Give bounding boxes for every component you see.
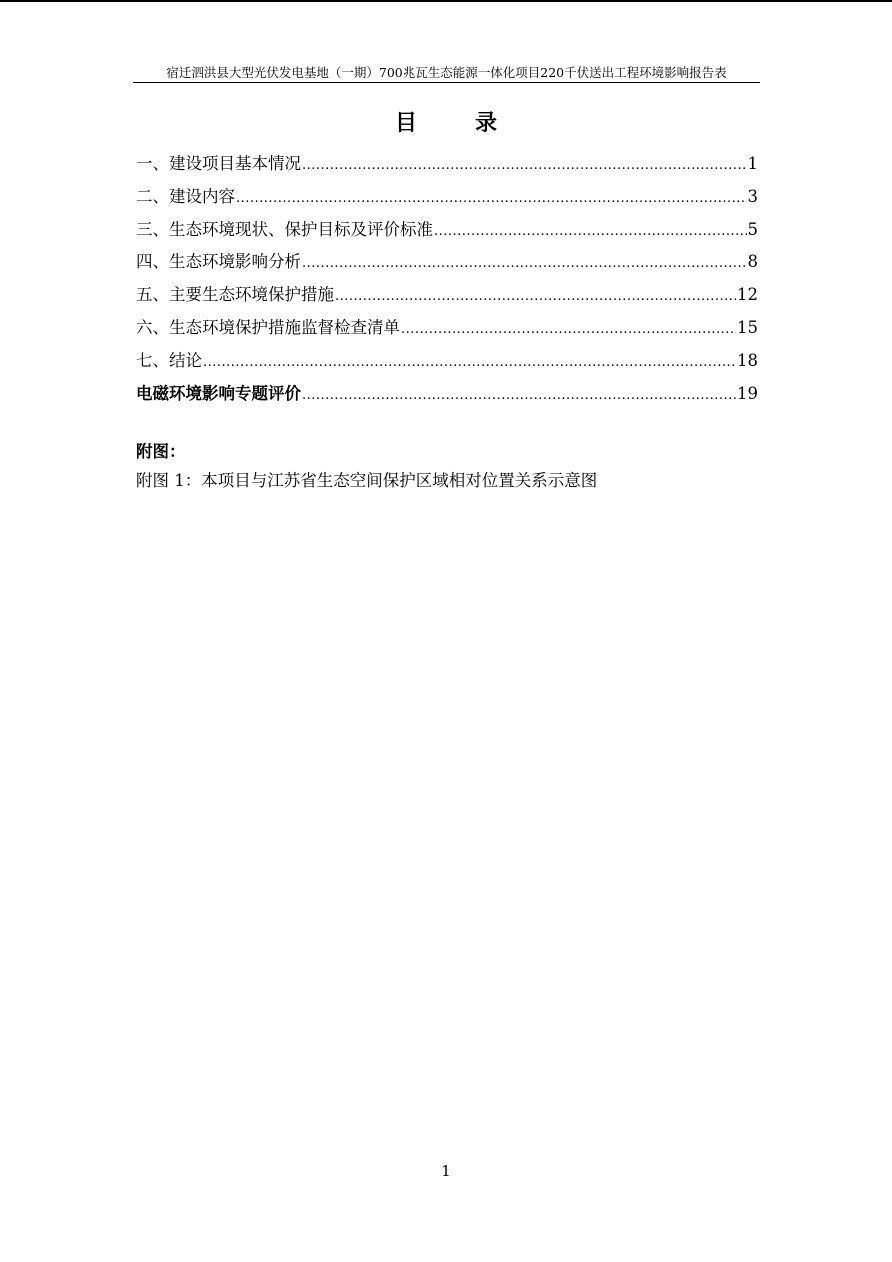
toc-entry-4[interactable] xyxy=(136,250,758,283)
toc-entry-label: 三、生态环境现状、保护目标及评价标准 xyxy=(136,219,433,239)
toc-entry-5[interactable] xyxy=(136,283,758,316)
toc-entry-label: 四、生态环境影响分析 xyxy=(136,252,301,272)
page-top-border xyxy=(0,0,892,2)
toc-leader-dots xyxy=(335,285,736,309)
toc-entry-page: 1 xyxy=(747,154,758,173)
toc-entry-page: 15 xyxy=(737,317,758,337)
toc-entry-page: 3 xyxy=(747,186,758,206)
toc-entry-label: 六、生态环境保护措施监督检查清单 xyxy=(136,317,400,337)
toc-leader-dots xyxy=(302,252,747,276)
toc-leader-dots xyxy=(203,351,736,375)
toc-entry-label: 电磁环境影响专题评价 xyxy=(136,383,301,403)
attachment-item[interactable]: 附图 1：本项目与江苏省生态空间保护区域相对位置关系示意图 xyxy=(136,471,598,490)
toc-entry-6[interactable] xyxy=(136,316,758,349)
toc-entry-8[interactable] xyxy=(136,382,758,415)
toc-entry-label: 一、建设项目基本情况 xyxy=(136,154,301,173)
toc-entry-page: 5 xyxy=(747,219,758,239)
toc-leader-dots xyxy=(434,220,747,244)
toc-entry-1[interactable] xyxy=(136,152,758,185)
toc-entry-label: 七、结论 xyxy=(136,350,202,370)
toc-entry-page: 8 xyxy=(747,252,758,272)
toc-entry-7[interactable] xyxy=(136,349,758,382)
toc-entry-2[interactable] xyxy=(136,185,758,218)
toc-leader-dots xyxy=(302,384,736,408)
toc-leader-dots xyxy=(302,154,747,178)
running-header: 宿迁泗洪县大型光伏发电基地（一期）700兆瓦生态能源一体化项目220千伏送出工程环境影响报告表 xyxy=(133,64,760,83)
toc-leader-dots xyxy=(236,187,747,211)
toc-entry-page: 18 xyxy=(737,350,758,370)
toc-entry-label: 二、建设内容 xyxy=(136,186,235,206)
table-of-contents xyxy=(136,152,758,414)
attachments-heading: 附图： xyxy=(136,442,186,461)
toc-entry-page: 19 xyxy=(737,383,758,403)
toc-leader-dots xyxy=(401,318,736,342)
page-number: 1 xyxy=(441,1162,451,1180)
toc-entry-page: 12 xyxy=(737,285,758,305)
toc-entry-3[interactable] xyxy=(136,218,758,251)
toc-title: 目 录 xyxy=(394,110,515,136)
toc-entry-label: 五、主要生态环境保护措施 xyxy=(136,285,334,305)
